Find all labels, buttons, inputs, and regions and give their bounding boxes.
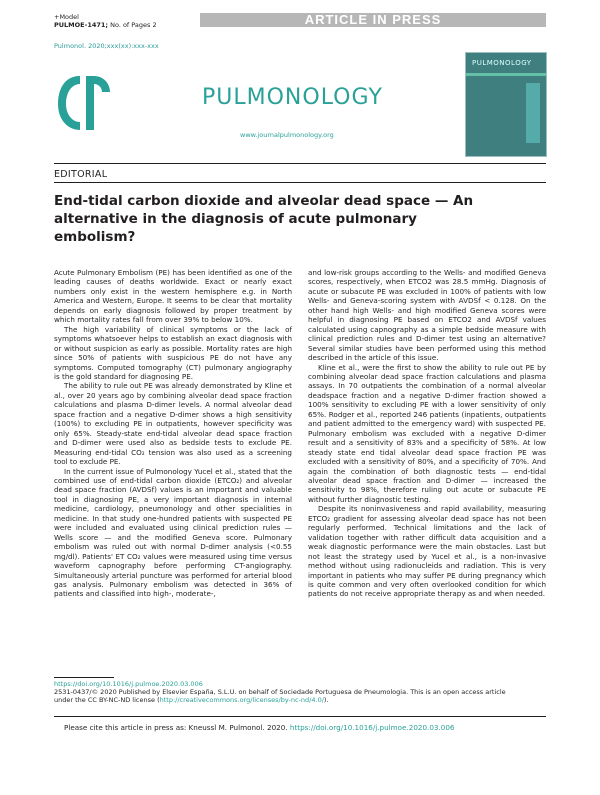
journal-name: PULMONOLOGY [202, 85, 383, 110]
paragraph: Acute Pulmonary Embolism (PE) has been identified as one of the leading causes of deaths worldwide. Exact or nearly exact numbers only exist in the western hemisphere e.g. in North America and Western, Europe. It seems to be clear that mortality depends on early diagnosis followed by proper treatment by which mortality rates fall from over 39% to below 10%. [54, 268, 292, 325]
body-column-left [54, 268, 292, 599]
header-meta [54, 13, 157, 29]
footer [54, 680, 546, 704]
journal-logo-icon [54, 70, 114, 136]
title-line: End-tidal carbon dioxide and alveolar dead space — An [54, 193, 474, 209]
paragraph: Kline et al., were the first to show the ability to rule out PE by combining alveolar dead space fraction calculations and plasma assays. In 70 outpatients the combination of a normal alveolar deadspace fraction and a negative D-dimer fraction showed a 100% sensitivity to excluding PE with a lower sensitivity of only 65%. Rodger et al., reported 246 patients (inpatients, outpatients and patient admitted to the emergency ward) with suspected PE. Pulmonary embolism was excluded with a negative D-dimer result and a sensitivity of 83% and a specificity of 58%. At low steady state end tidal alveolar dead space fraction PE was excluded with a sensitivity of 80%, and a specificity of 70%. And again the combination of both diagnostic tests — end-tidal alveolar dead space fraction and D-dimer — increased the sensitivity to 98%, therefore ruling out acute or subacute PE without further diagnostic testing. [308, 362, 546, 504]
paragraph: The high variability of clinical symptoms or the lack of symptoms whatsoever helps to establish an exact diagnosis with or without suspicion as early as possible. Mortality rates are high since 50% of patients with suspicious PE do not have any symptoms. Computed tomography (CT) pulmonary angiography is the gold standard for diagnosing PE. [54, 324, 292, 381]
page-count: No. of Pages 2 [110, 21, 157, 29]
citation-divider [54, 716, 546, 717]
divider [54, 163, 546, 164]
cover-band [466, 73, 546, 76]
body-column-right [308, 268, 546, 599]
journal-citation-line: Pulmonol. 2020;xxx(xx):xxx-xxx [54, 42, 159, 50]
citation-notice [64, 723, 455, 732]
title-line: alternative in the diagnosis of acute pulmonary [54, 211, 417, 227]
article-title [54, 192, 514, 246]
journal-cover-thumbnail [465, 52, 547, 157]
cover-strip [526, 83, 540, 143]
license-link[interactable]: http://creativecommons.org/licenses/by-nc-nd/4.0/ [159, 696, 324, 704]
paragraph: In the current issue of Pulmonology Yucel et al., stated that the combined use of end-tidal carbon dioxide (ETCO₂) and alveolar dead space fraction (AVDSf) values is an important and valuable tool in diagnosing PE, a very important diagnosis in internal medicine, cardiology, pneumonology and other specialities in medicine. In that study one-hundred patients with suspected PE were included and evaluated using clinical prediction rules — Wells score — and the modified Geneva score. Pulmonary embolism was ruled out with normal D-dimer analysis (<0.55 mg/dl). Patients' ET CO₂ values were measured using time versus waveform capnography before performing CT-angiography. Simultaneously arterial puncture was performed for arterial blood gas analysis. Pulmonary embolism was detected in 36% of patients and classified into high-, moderate-, [54, 466, 292, 599]
divider [54, 182, 546, 183]
doi-link[interactable]: https://doi.org/10.1016/j.pulmoe.2020.03.006 [54, 680, 203, 688]
paragraph: Despite its noninvasiveness and rapid availability, measuring ETCO₂ gradient for assessing alveolar dead space has not been regularly performed. Technical limitations and the lack of validation together with rather difficult data acquisition and a weak diagnostic performance were the main obstacles. Last but not least the strategy used by Yucel et al., is a non-invasive method without using radionucleids and radiation. This is very important in patients who may suffer PE during pregnancy which is quite common and very often overlooked condition for which patients do not receive appropriate therapy as and when needed. [308, 504, 546, 599]
citation-doi-link[interactable]: https://doi.org/10.1016/j.pulmoe.2020.03.006 [289, 723, 455, 732]
paragraph: The ability to rule out PE was already demonstrated by Kline et al., over 20 years ago by combining alveolar dead space fraction calculations and plasma D-dimer levels. A normal alveolar dead space fraction and a negative D-dimer shows a high sensitivity (100%) to excluding PE in outpatients, however specificity was only 65%. Steady-state end-tidal alveolar dead space fraction and D-dimer were used also as bedside tests to exclude PE. Measuring end-tidal CO₂ tension was also used as a screening tool to exclude PE. [54, 381, 292, 467]
license-prefix: under the CC BY-NC-ND license ( [54, 696, 160, 704]
paragraph: and low-risk groups according to the Wells- and modified Geneva scores, respectively, when ETCO2 was 28.5 mmHg. Diagnosis of acute or subacute PE was excluded in 100% of patients with low Wells- and Geneva-scoring system with AVDSf < 0.128. On the other hand high Wells- and high modified Geneva scores were helpful in diagnosing PE based on ETCO2 and AVDSf values calculated using capnography as a simple bedside measure with clinical prediction rules and D-dimer test using an alternative? Several similar studies have been performed using this method described in the article of this issue. [308, 268, 546, 363]
footnote-divider [54, 677, 114, 678]
article-ref: PULMOE-1471; [54, 21, 109, 29]
article-in-press-banner: ARTICLE IN PRESS [200, 13, 546, 27]
model-label: +Model [54, 13, 79, 21]
cover-title: PULMONOLOGY [472, 59, 532, 67]
citation-text: Please cite this article in press as: Kneussl M. Pulmonol. 2020. [64, 723, 288, 732]
copyright-line: 2531-0437/© 2020 Published by Elsevier España, S.L.U. on behalf of Sociedade Portuguesa de Pneumologia. This is an open access article [54, 688, 506, 696]
journal-url-link[interactable]: www.journalpulmonology.org [240, 131, 334, 139]
title-line: embolism? [54, 229, 136, 245]
section-label: EDITORIAL [54, 169, 108, 180]
license-suffix: ). [323, 696, 329, 704]
